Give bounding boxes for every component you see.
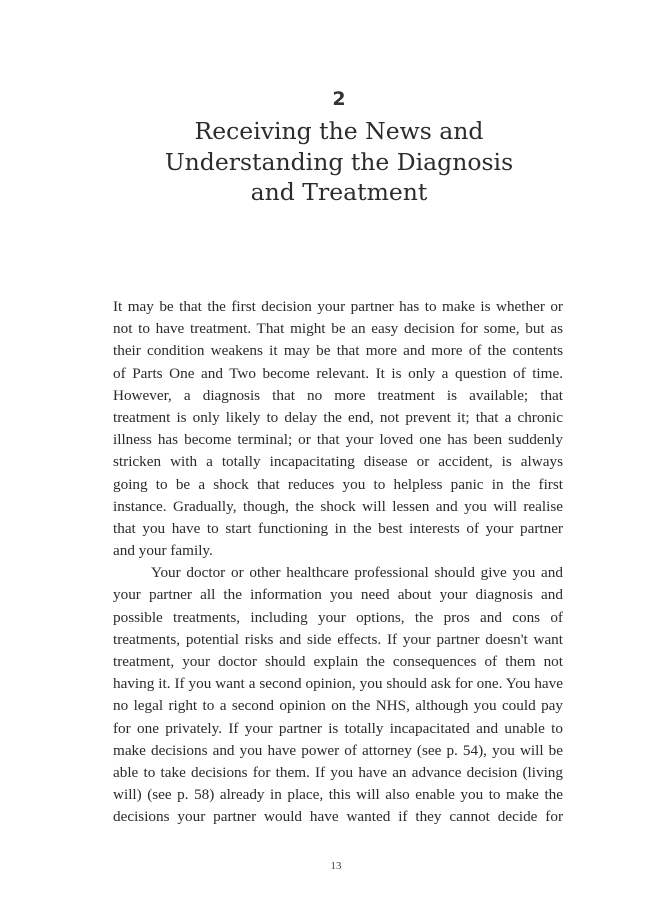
chapter-title-line: Receiving the News and	[194, 117, 484, 145]
text-line: treatment is only likely to delay the end, not prevent it; that a chronic	[113, 408, 563, 426]
text-line: your partner all the information you need about your diagnosis and	[113, 586, 563, 604]
text-line: will) (see p. 58) already in place, this will also enable you to make the	[113, 786, 563, 804]
text-line: not to have treatment. That might be an easy decision for some, but as	[113, 320, 563, 338]
body-text	[113, 296, 563, 829]
text-line: Your doctor or other healthcare professional should give you and	[151, 564, 563, 582]
chapter-title	[0, 116, 660, 208]
text-line: going to be a shock that reduces you to helpless panic in the first	[113, 475, 563, 493]
paragraph-1	[113, 296, 563, 562]
page-number: 13	[330, 860, 342, 872]
paragraph-2	[113, 562, 563, 828]
text-line: for one privately. If your partner is totally incapacitated and unable to	[113, 719, 563, 737]
text-line: their condition weakens it may be that more and more of the contents	[113, 342, 563, 360]
chapter-title-line: Understanding the Diagnosis	[164, 147, 514, 176]
text-line: possible treatments, including your options, the pros and cons of	[113, 608, 563, 626]
text-line: treatments, potential risks and side effects. If your partner doesn't want	[113, 630, 563, 648]
text-line: treatment, your doctor should explain the consequences of them not	[113, 653, 563, 670]
text-line: make decisions and you have power of attorney (see p. 54), you will be	[113, 741, 563, 759]
text-line: instance. Gradually, though, the shock will lessen and you will realise	[113, 497, 563, 515]
text-line: stricken with a totally incapacitating disease or accident, is always	[113, 453, 563, 471]
text-line: able to take decisions for them. If you have an advance decision (living	[113, 763, 563, 781]
chapter-title-line: and Treatment	[250, 178, 428, 206]
text-line: decisions your partner would have wanted if they cannot decide for	[113, 808, 563, 826]
text-line: that you have to start functioning in the best interests of your partner	[113, 519, 563, 537]
text-line: and your family.	[113, 542, 213, 560]
text-line: It may be that the first decision your partner has to make is whether or	[113, 298, 563, 315]
text-line: of Parts One and Two become relevant. It is only a question of time.	[113, 364, 563, 382]
text-line: no legal right to a second opinion on the NHS, although you could pay	[113, 697, 563, 715]
text-line: having it. If you want a second opinion, you should ask for one. You have	[113, 675, 563, 693]
text-line: illness has become terminal; or that your loved one has been suddenly	[113, 431, 563, 449]
text-line: However, a diagnosis that no more treatment is available; that	[113, 386, 563, 404]
chapter-number: 2	[332, 88, 346, 110]
